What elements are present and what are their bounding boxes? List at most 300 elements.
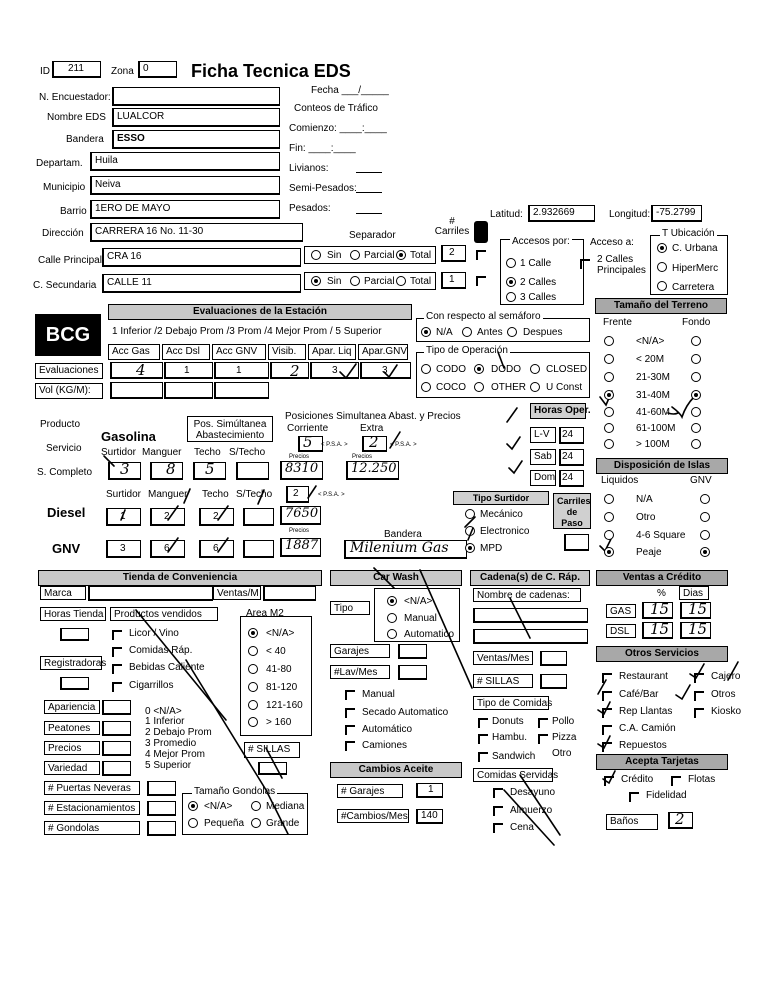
cadena-ventas-label: Ventas/Mes — [473, 651, 533, 665]
tc-hambu-label: Hambu. — [492, 732, 528, 743]
cadena-nombre-label: Nombre de cadenas: — [473, 588, 581, 602]
tarjeta-credito-label: Crédito — [621, 774, 654, 785]
check-mark — [168, 506, 178, 520]
gnv-bandera-value: Milenium Gas — [350, 540, 449, 556]
horas-tienda-label: Horas Tienda — [40, 607, 106, 621]
col-visib: Visib. — [268, 344, 306, 360]
area-radio[interactable] — [248, 717, 258, 727]
gasolina-label: Gasolina — [101, 429, 156, 444]
credito-gas-pct-value: 15 — [650, 600, 670, 618]
operacion-title: Tipo de Operación — [426, 345, 508, 356]
servicio-label: Cajero — [711, 671, 741, 682]
gas-corriente-precios-label: Precios — [289, 454, 310, 460]
sep2-sin-label: Sin — [327, 276, 342, 287]
gond-na-label: <N/A> — [204, 801, 233, 812]
area-option-label: 81-120 — [266, 682, 298, 693]
carriles-paso-title: Carriles de Paso — [553, 493, 591, 529]
area-option-label: 121-160 — [266, 700, 303, 711]
cw-camiones-label: Camiones — [362, 740, 408, 751]
precios-label: Precios — [44, 741, 100, 755]
direccion-label: Dirección — [42, 228, 84, 239]
tienda-scale-item: 3 Promedio — [145, 738, 197, 749]
servicio-label: Restaurant — [619, 671, 668, 682]
check-mark — [468, 528, 473, 540]
surtidor-electronico-label: Electronico — [480, 526, 530, 537]
evaluaciones-header: Evaluaciones de la Estación — [108, 304, 412, 320]
op-closed-label: CLOSED — [546, 364, 588, 375]
semaforo-antes-label: Antes — [477, 327, 503, 338]
cambios-header: Cambios Aceite — [330, 762, 462, 778]
credito-pct-label: % — [657, 588, 666, 599]
nombre-eds-value: LUALCOR — [117, 111, 165, 122]
gas-extra-psa-value: 2 — [369, 433, 379, 451]
diesel-surtidor-col: Surtidor — [106, 489, 142, 500]
terreno-option-label: <N/A> — [636, 336, 665, 347]
check-mark — [308, 486, 316, 498]
diesel-precios-label: Precios — [289, 528, 310, 534]
islas-option-label: Peaje — [636, 547, 662, 558]
barrio-label: Barrio — [60, 206, 87, 217]
puertas-neveras-label: # Puertas Neveras — [44, 781, 140, 795]
tienda-scale-item: 0 <N/A> — [145, 706, 182, 717]
carwash-tipo-label: Tipo — [330, 601, 370, 615]
horas-row-label: Dom — [530, 470, 556, 486]
check-mark — [384, 365, 397, 377]
horas-row-value: 24 — [562, 429, 574, 440]
islas-gnv-radio[interactable] — [700, 512, 710, 522]
row-evaluaciones-label: Evaluaciones — [35, 363, 103, 379]
terreno-option-label: > 100M — [636, 439, 670, 450]
op-uconst-label: U Const — [546, 382, 583, 393]
gnv-techo-value: 6 — [213, 543, 219, 554]
servicio-label: Repuestos — [619, 740, 667, 751]
barrio-value: 1ERO DE MAYO — [95, 203, 171, 214]
direccion-value: CARRERA 16 No. 11-30 — [95, 226, 204, 237]
op-other-label: OTHER — [491, 382, 526, 393]
fin-label: Fin: ____:____ — [289, 143, 356, 154]
strike-line — [104, 456, 114, 466]
semipesados-label: Semi-Pesados: — [289, 183, 357, 194]
conteos-title: Conteos de Tráfico — [294, 103, 378, 114]
carwash-garajes-label: Garajes — [330, 644, 390, 658]
sep2-total-label: Total — [410, 276, 432, 287]
cs-desayuno-label: Desayuno — [510, 787, 556, 798]
check-mark — [218, 506, 228, 520]
strike-line — [374, 568, 394, 588]
servicio-checkbox[interactable] — [602, 691, 612, 701]
diesel-psa-label: < P.S.A. > — [318, 492, 345, 498]
op-codo-label: CODO — [436, 364, 466, 375]
cadena-sillas-label: # SILLAS — [473, 674, 533, 688]
credito-dsl-pct-value: 15 — [650, 620, 670, 638]
islas-option-label: N/A — [636, 494, 653, 505]
terreno-fondo-radio[interactable] — [691, 336, 701, 346]
page-title: Ficha Tecnica EDS — [191, 61, 351, 81]
islas-header: Disposición de Islas — [596, 458, 728, 474]
islas-liquidos-label: Liquidos — [601, 475, 639, 486]
eval-apar-gnv-value: 3 — [382, 365, 388, 376]
calle-secundaria-value: CALLE 11 — [107, 277, 152, 288]
gas-manguer-value: 8 — [166, 460, 176, 478]
longitud-label: Longitud: — [609, 209, 651, 220]
check-mark — [509, 461, 522, 473]
islas-option-label: Otro — [636, 512, 656, 523]
terreno-frente-radio[interactable] — [604, 390, 614, 400]
cadena-header: Cadena(s) de C. Ráp. — [470, 570, 590, 586]
strike-line — [510, 598, 530, 638]
tc-otro-label: Otro — [552, 748, 572, 759]
tarjeta-flotas-label: Flotas — [688, 774, 716, 785]
horas-title: Horas Oper. — [530, 403, 586, 419]
encuestador-label: N. Encuestador: — [39, 92, 111, 103]
ubicacion-title: T Ubicación — [662, 228, 715, 239]
gas-techo-col: Techo — [194, 447, 221, 458]
islas-gnv-label: GNV — [690, 475, 712, 486]
tarjeta-fidelidad-label: Fidelidad — [646, 790, 687, 801]
diesel-price-value: 7650 — [285, 506, 319, 521]
departamento-value: Huila — [95, 155, 118, 166]
livianos-label: Livianos: — [289, 163, 329, 174]
departamento-label: Departam. — [36, 158, 83, 169]
op-dodo-label: DODO — [491, 364, 521, 375]
credito-dsl-label: DSL — [606, 624, 636, 638]
gnv-surtidor-value: 3 — [120, 543, 126, 554]
surtidor-title: Tipo Surtidor — [453, 491, 549, 505]
carriles1-value: 2 — [449, 247, 455, 258]
id-value: 211 — [68, 63, 84, 74]
terreno-fondo-radio[interactable] — [691, 390, 701, 400]
tc-sandwich-label: Sandwich — [492, 751, 536, 762]
peatones-label: Peatones — [44, 721, 100, 735]
separador-title: Separador — [349, 230, 396, 241]
area-radio[interactable] — [248, 682, 258, 692]
terreno-option-label: 31-40M — [636, 390, 670, 401]
cs-almuerzo-label: Almuerzo — [510, 805, 553, 816]
accesos-title: Accesos por: — [512, 236, 570, 247]
eval-acc-gas-value: 4 — [136, 361, 146, 379]
calle-principal-value: CRA 16 — [107, 251, 142, 262]
check-mark — [184, 489, 190, 503]
terreno-option-label: 41-60M — [636, 407, 670, 418]
check-mark — [676, 685, 690, 699]
islas-option-label: 4-6 Square — [636, 530, 686, 541]
tienda-scale-item: 4 Mejor Prom — [145, 749, 206, 760]
nombre-eds-label: Nombre EDS — [47, 112, 106, 123]
islas-gnv-radio[interactable] — [700, 530, 710, 540]
pos-precios-title: Posiciones Simultanea Abast. y Precios — [285, 411, 461, 422]
gas-surtidor-col: Surtidor — [101, 447, 137, 458]
acceso-1calle-label: 1 Calle — [520, 258, 552, 269]
gondolas-label: # Gondolas — [44, 821, 140, 835]
islas-liquidos-radio[interactable] — [604, 530, 614, 540]
latitud-label: Latitud: — [490, 209, 523, 220]
banos-value: 2 — [675, 810, 685, 828]
terreno-frente-radio[interactable] — [604, 439, 614, 449]
diesel-manguer-value: 2 — [164, 511, 170, 522]
credito-gas-dias-value: 15 — [688, 600, 708, 618]
credito-dsl-dias-value: 15 — [688, 620, 708, 638]
prod-bebidas-label: Bebidas Caliente — [129, 662, 205, 673]
eval-apar-liq-value: 3 — [332, 365, 338, 376]
check-mark — [340, 364, 356, 378]
carwash-manual-label: Manual — [404, 613, 437, 624]
gas-stecho-col: S/Techo — [229, 447, 266, 458]
terreno-frente-radio[interactable] — [604, 407, 614, 417]
semaforo-na-label: N/A — [436, 327, 453, 338]
marca-label: Marca — [40, 586, 86, 600]
col-acc-gnv: Acc GNV — [212, 344, 266, 360]
productos-vendidos-label: Productos vendidos — [110, 607, 218, 621]
gnv-bandera-label: Bandera — [384, 529, 422, 540]
cambios-garajes-value: 1 — [428, 784, 434, 795]
servicio-label: C.A. Camión — [619, 723, 676, 734]
bandera-value: ESSO — [117, 133, 145, 144]
cambios-garajes-label: # Garajes — [337, 784, 403, 798]
servicio-checkbox[interactable] — [694, 691, 704, 701]
tc-donuts-label: Donuts — [492, 716, 524, 727]
tipo-comidas-label: Tipo de Comidas — [473, 696, 549, 710]
diesel-techo-value: 2 — [213, 511, 219, 522]
servicio-label: Rep Llantas — [619, 706, 673, 717]
prod-comidas-label: Comidas Ráp. — [129, 645, 193, 656]
terreno-fondo-radio[interactable] — [691, 372, 701, 382]
carriles2-value: 1 — [449, 274, 455, 285]
area-radio[interactable] — [248, 664, 258, 674]
ventas-m-label: Ventas/M — [213, 586, 261, 600]
fecha-label: Fecha ___/_____ — [311, 85, 389, 96]
servicio-checkbox[interactable] — [602, 708, 612, 718]
tienda-scale-item: 1 Inferior — [145, 716, 185, 727]
ubicacion-carretera-label: Carretera — [672, 282, 715, 293]
latitud-value: 2.932669 — [533, 207, 575, 218]
credito-gas-label: GAS — [606, 604, 636, 618]
servicio-label: Kiosko — [711, 706, 742, 717]
islas-liquidos-radio[interactable] — [604, 512, 614, 522]
strike-line — [504, 787, 556, 845]
acceso-2calles-label: 2 Calles — [520, 277, 557, 288]
ubicacion-hipermerc-label: HiperMerc — [672, 263, 719, 274]
calle-principal-label: Calle Principal — [38, 255, 102, 266]
eval-acc-gnv-value: 1 — [236, 365, 242, 376]
terreno-frente-label: Frente — [603, 317, 632, 328]
horas-row-label: Sab — [530, 449, 556, 465]
tienda-header: Tienda de Conveniencia — [38, 570, 322, 586]
ubicacion-urbana-label: C. Urbana — [672, 243, 718, 254]
servicio-checkbox[interactable] — [694, 673, 704, 683]
cambios-mes-label: #Cambios/Mes — [337, 809, 409, 823]
eval-acc-dsl-value: 1 — [184, 365, 190, 376]
check-mark — [218, 538, 228, 552]
terreno-fondo-radio[interactable] — [691, 423, 701, 433]
comidas-servidas-label: Comidas Servidas — [473, 768, 553, 782]
sep1-parcial-label: Parcial — [364, 250, 395, 261]
tienda-scale-item: 2 Debajo Prom — [145, 727, 212, 738]
zona-value: 0 — [143, 63, 149, 74]
islas-liquidos-radio[interactable] — [604, 494, 614, 504]
servicio-checkbox[interactable] — [694, 708, 704, 718]
tc-pollo-label: Pollo — [552, 716, 575, 727]
diesel-psa-value: 2 — [293, 488, 299, 499]
carwash-lav-label: #Lav/Mes — [330, 665, 390, 679]
check-mark — [507, 408, 517, 422]
municipio-label: Municipio — [43, 182, 86, 193]
area-radio[interactable] — [248, 700, 258, 710]
tienda-sillas-label: # SILLAS — [244, 742, 300, 758]
terreno-option-label: 21-30M — [636, 372, 670, 383]
terreno-option-label: < 20M — [636, 354, 665, 365]
calle-secundaria-label: C. Secundaria — [33, 280, 97, 291]
terreno-frente-radio[interactable] — [604, 336, 614, 346]
row-vol-label: Vol (KG/M): — [35, 383, 103, 399]
tc-pizza-label: Pizza — [552, 732, 577, 743]
servicio-label: Servicio — [46, 443, 82, 454]
carwash-na-label: <N/A> — [404, 596, 433, 607]
carwash-auto-label: Automatico — [404, 629, 455, 640]
gnv-label: GNV — [52, 541, 81, 556]
id-label: ID — [40, 66, 50, 77]
gnv-manguer-value: 6 — [164, 543, 170, 554]
check-mark — [121, 510, 125, 520]
acceso-a-title: Acceso a: — [590, 237, 634, 248]
estacionamientos-label: # Estacionamientos — [44, 801, 140, 815]
strike-line — [420, 570, 472, 688]
terreno-fondo-radio[interactable] — [691, 354, 701, 364]
gond-grande-label: Grande — [266, 818, 300, 829]
islas-gnv-radio[interactable] — [700, 547, 710, 557]
check-mark — [168, 538, 178, 552]
semaforo-title: Con respecto al semáforo — [426, 311, 541, 322]
corriente-label: Corriente — [287, 423, 329, 434]
registradoras-label: Registradoras — [40, 656, 102, 670]
longitud-value: -75.2799 — [656, 207, 696, 218]
horas-row-value: 24 — [562, 451, 574, 462]
acceso-3calles-label: 3 Calles — [520, 292, 557, 303]
cambios-mes-value: 140 — [421, 810, 438, 821]
check-mark — [507, 437, 520, 449]
surtidor-mecanico-label: Mecánico — [480, 509, 523, 520]
servicio-checkbox[interactable] — [602, 725, 612, 735]
sep1-total-label: Total — [410, 250, 432, 261]
tienda-scale-item: 5 Superior — [145, 760, 192, 771]
diesel-surtidor-value: 1 — [120, 511, 126, 522]
terreno-option-label: 61-100M — [636, 423, 676, 434]
servicio-label: Otros — [711, 689, 736, 700]
gas-corriente-price-value: 8310 — [285, 461, 319, 476]
col-acc-gas: Acc Gas — [108, 344, 160, 360]
evaluaciones-scale: 1 Inferior /2 Debajo Prom /3 Prom /4 Mejor Prom / 5 Superior — [112, 326, 382, 337]
op-coco-label: COCO — [436, 382, 466, 393]
municipio-value: Neiva — [95, 179, 121, 190]
gas-techo-value: 5 — [205, 460, 215, 478]
servicio-checkbox[interactable] — [602, 673, 612, 683]
gond-pequena-label: Pequeña — [204, 818, 245, 829]
check-mark — [258, 490, 264, 504]
bandera-label: Bandera — [66, 134, 104, 145]
terreno-frente-radio[interactable] — [604, 354, 614, 364]
diesel-techo-col: Techo — [202, 489, 229, 500]
col-acc-dsl: Acc Dsl — [162, 344, 210, 360]
terreno-fondo-label: Fondo — [682, 317, 711, 328]
zona-label: Zona — [111, 66, 134, 77]
gas-extra-psa-label: < P.S.A. > — [390, 442, 417, 448]
pesados-label: Pesados: — [289, 203, 331, 214]
pos-simultanea-box: Pos. Simúltanea Abastecimiento — [187, 416, 273, 442]
gas-extra-precios-label: Precios — [352, 454, 373, 460]
cw-manual-label: Manual — [362, 689, 395, 700]
tam-gondolas-title: Tamaño Gondolas — [194, 786, 276, 797]
surtidor-mpd-label: MPD — [480, 543, 503, 554]
check-mark — [498, 352, 504, 368]
eval-visib-value: 2 — [290, 362, 300, 380]
gas-corriente-psa-value: 5 — [303, 433, 313, 451]
gas-corriente-psa-label: < P.S.A. > — [321, 442, 348, 448]
terreno-fondo-radio[interactable] — [691, 439, 701, 449]
carwash-header: Car Wash — [330, 570, 462, 586]
producto-label: Producto — [40, 419, 81, 430]
col-apar-liq: Apar. Liq — [308, 344, 356, 360]
variedad-label: Variedad — [44, 761, 100, 775]
servicio-checkbox[interactable] — [602, 742, 612, 752]
banos-label: Baños — [606, 814, 658, 830]
gas-manguer-col: Manguer — [142, 447, 182, 458]
tarjetas-header: Acepta Tarjetas — [596, 754, 728, 770]
apariencia-label: Apariencia — [44, 700, 100, 714]
area-option-label: > 160 — [266, 717, 292, 728]
carriles-title: # Carriles — [434, 216, 470, 237]
credito-dias-label: Dias — [679, 586, 709, 600]
area-title: Area M2 — [246, 608, 284, 619]
diesel-stecho-col: S/Techo — [236, 489, 273, 500]
diesel-manguer-col: Manguer — [148, 489, 188, 500]
islas-liquidos-radio[interactable] — [604, 547, 614, 557]
strike-line — [520, 775, 560, 835]
servicios-header: Otros Servicios — [596, 646, 728, 662]
terreno-fondo-radio[interactable] — [691, 407, 701, 417]
s-completo-label: S. Completo — [37, 467, 93, 478]
check-mark — [603, 771, 615, 783]
diesel-label: Diesel — [47, 505, 86, 520]
area-radio[interactable] — [248, 628, 258, 638]
extra-label: Extra — [360, 423, 384, 434]
cw-automatico-label: Automático — [362, 724, 413, 735]
horas-row-value: 24 — [562, 472, 574, 483]
prod-cigarrillos-label: Cigarrillos — [129, 680, 174, 691]
cs-cena-label: Cena — [510, 822, 534, 833]
gnv-price-value: 1887 — [285, 538, 319, 553]
horas-row-label: L-V — [530, 427, 556, 443]
sep1-sin-label: Sin — [327, 250, 342, 261]
strike-line — [266, 748, 282, 778]
area-option-label: <N/A> — [266, 628, 295, 639]
sep2-parcial-label: Parcial — [364, 276, 395, 287]
bcg-logo: BCG — [35, 314, 101, 356]
area-option-label: < 40 — [266, 646, 286, 657]
gas-extra-price-value: 12.250 — [351, 461, 397, 476]
area-option-label: 41-80 — [266, 664, 292, 675]
comienzo-label: Comienzo: ____:____ — [289, 123, 387, 134]
semaforo-despues-label: Despues — [523, 327, 563, 338]
area-radio[interactable] — [248, 646, 258, 656]
terreno-frente-radio[interactable] — [604, 423, 614, 433]
check-mark — [390, 432, 400, 448]
cw-secado-label: Secado Automatico — [362, 707, 449, 718]
terreno-frente-radio[interactable] — [604, 372, 614, 382]
islas-gnv-radio[interactable] — [700, 494, 710, 504]
servicio-label: Café/Bar — [619, 689, 659, 700]
prod-licor-label: Licor / Vino — [129, 628, 179, 639]
check-mark — [465, 517, 475, 527]
acceso-a-value: 2 Calles Principales — [597, 254, 646, 276]
